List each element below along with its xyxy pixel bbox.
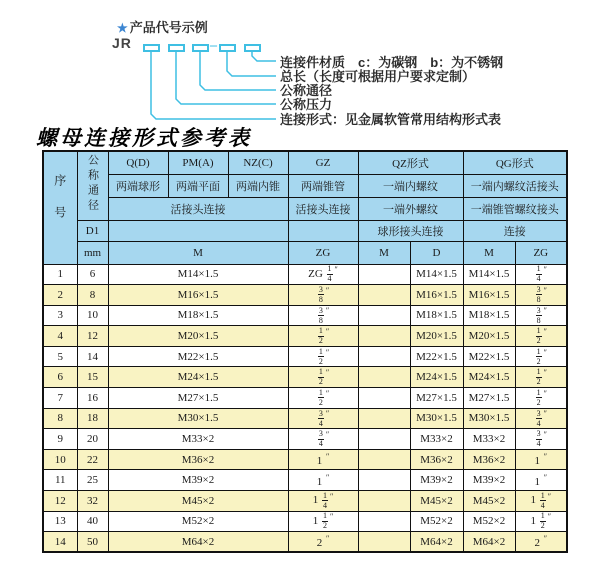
- cell-qg-zg: 1 $\frac{1}{2}$ ″: [515, 511, 567, 532]
- label-length: 总长（长度可根据用户要求定制）: [280, 69, 476, 84]
- code-box-4: [219, 44, 236, 52]
- code-prefix: JR: [112, 35, 132, 51]
- code-box-5: [244, 44, 261, 52]
- header-pm-code: PM(A): [168, 151, 228, 174]
- cell-serial: 13: [43, 511, 77, 532]
- cell-qz-d: M20×1.5: [410, 326, 463, 347]
- cell-qz-d: M27×1.5: [410, 388, 463, 409]
- diagram-heading-text: 产品代号示例: [129, 20, 208, 35]
- table-row: [43, 285, 567, 306]
- cell-qz-d: M45×2: [410, 491, 463, 512]
- header-serial: 序号: [43, 151, 77, 264]
- cell-m: M24×1.5: [108, 367, 288, 388]
- cell-qg-m: M52×2: [463, 511, 515, 532]
- cell-m: M45×2: [108, 491, 288, 512]
- table-body: [43, 264, 567, 552]
- table-row: [43, 470, 567, 491]
- code-box-1: [143, 44, 160, 52]
- cell-qz-m: [358, 285, 410, 306]
- header-q-ends: 两端球形: [108, 174, 168, 197]
- cell-m: M64×2: [108, 532, 288, 553]
- cell-qg-m: M45×2: [463, 491, 515, 512]
- cell-qg-zg: $\frac{1}{2}$ ″: [515, 388, 567, 409]
- cell-qg-zg: $\frac{3}{8}$ ″: [515, 285, 567, 306]
- header-union-gz: 活接头连接: [288, 197, 358, 220]
- cell-qg-zg: $\frac{1}{2}$ ″: [515, 326, 567, 347]
- cell-qg-zg: $\frac{1}{4}$ ″: [515, 264, 567, 285]
- cell-m: M14×1.5: [108, 264, 288, 285]
- cell-qz-d: M30×1.5: [410, 408, 463, 429]
- header-gz-code: GZ: [288, 151, 358, 174]
- cell-dn: 15: [77, 367, 108, 388]
- cell-qg-m: M33×2: [463, 429, 515, 450]
- table-row: [43, 491, 567, 512]
- cell-qz-m: [358, 449, 410, 470]
- cell-serial: 9: [43, 429, 77, 450]
- cell-gz: 1 $\frac{1}{4}$ ″: [288, 491, 358, 512]
- cell-serial: 3: [43, 305, 77, 326]
- table-row: [43, 305, 567, 326]
- table-row: [43, 367, 567, 388]
- table-row: [43, 449, 567, 470]
- code-box-2: [168, 44, 185, 52]
- cell-gz: $\frac{3}{4}$ ″: [288, 408, 358, 429]
- label-diameter: 公称通径: [280, 83, 333, 98]
- header-qg-row4: 连接: [463, 220, 567, 241]
- reference-table: [42, 150, 568, 553]
- cell-qz-m: [358, 346, 410, 367]
- cell-qz-d: M14×1.5: [410, 264, 463, 285]
- cell-qg-m: M24×1.5: [463, 367, 515, 388]
- code-box-3: [192, 44, 209, 52]
- cell-qz-m: [358, 388, 410, 409]
- header-nz-code: NZ(C): [228, 151, 288, 174]
- cell-qg-m: M27×1.5: [463, 388, 515, 409]
- cell-qz-m: [358, 367, 410, 388]
- cell-qg-zg: 1 ″: [515, 470, 567, 491]
- cell-qg-m: M30×1.5: [463, 408, 515, 429]
- cell-dn: 6: [77, 264, 108, 285]
- cell-gz: $\frac{1}{2}$ ″: [288, 346, 358, 367]
- table-row: [43, 511, 567, 532]
- header-mm: mm: [77, 241, 108, 264]
- cell-serial: 2: [43, 285, 77, 306]
- cell-dn: 10: [77, 305, 108, 326]
- cell-dn: 8: [77, 285, 108, 306]
- cell-qz-d: M36×2: [410, 449, 463, 470]
- header-zg-gz: ZG: [288, 241, 358, 264]
- header-pm-ends: 两端平面: [168, 174, 228, 197]
- cell-qz-m: [358, 326, 410, 347]
- table-row: [43, 429, 567, 450]
- table-row: [43, 388, 567, 409]
- cell-m: M18×1.5: [108, 305, 288, 326]
- cell-qg-m: M20×1.5: [463, 326, 515, 347]
- table-header: [43, 151, 567, 264]
- header-gz-ends: 两端锥管: [288, 174, 358, 197]
- label-pressure: 公称压力: [280, 97, 333, 112]
- cell-gz: $\frac{3}{4}$ ″: [288, 429, 358, 450]
- cell-dn: 12: [77, 326, 108, 347]
- header-nz-ends: 两端内锥: [228, 174, 288, 197]
- cell-gz: $\frac{3}{8}$ ″: [288, 285, 358, 306]
- header-qz-row2: 一端内螺纹: [358, 174, 463, 197]
- cell-qz-m: [358, 264, 410, 285]
- header-d1: D1: [77, 220, 108, 241]
- cell-qg-m: M36×2: [463, 449, 515, 470]
- cell-m: M16×1.5: [108, 285, 288, 306]
- cell-qz-d: M64×2: [410, 532, 463, 553]
- header-union-left: 活接头连接: [108, 197, 288, 220]
- table-row: [43, 532, 567, 553]
- header-qg-row2: 一端内螺纹活接头: [463, 174, 567, 197]
- table-row: [43, 264, 567, 285]
- table-row: [43, 346, 567, 367]
- header-qz-row4: 球形接头连接: [358, 220, 463, 241]
- cell-gz: $\frac{1}{2}$ ″: [288, 326, 358, 347]
- cell-serial: 4: [43, 326, 77, 347]
- label-material: 连接件材质 c：为碳钢 b：为不锈钢: [280, 55, 504, 70]
- cell-serial: 14: [43, 532, 77, 553]
- cell-qg-zg: 2 ″: [515, 532, 567, 553]
- cell-serial: 7: [43, 388, 77, 409]
- cell-dn: 16: [77, 388, 108, 409]
- cell-dn: 14: [77, 346, 108, 367]
- header-qz-d: D: [410, 241, 463, 264]
- cell-m: M39×2: [108, 470, 288, 491]
- cell-dn: 18: [77, 408, 108, 429]
- cell-gz: 1 $\frac{1}{2}$ ″: [288, 511, 358, 532]
- cell-serial: 1: [43, 264, 77, 285]
- cell-qz-d: M18×1.5: [410, 305, 463, 326]
- header-qz-code: QZ形式: [358, 151, 463, 174]
- cell-qg-zg: $\frac{3}{4}$ ″: [515, 408, 567, 429]
- cell-qg-zg: $\frac{1}{2}$ ″: [515, 367, 567, 388]
- cell-qg-zg: $\frac{1}{2}$ ″: [515, 346, 567, 367]
- cell-qz-m: [358, 532, 410, 553]
- table-row: [43, 326, 567, 347]
- cell-qg-zg: $\frac{3}{8}$ ″: [515, 305, 567, 326]
- cell-qg-m: M18×1.5: [463, 305, 515, 326]
- header-qg-zg: ZG: [515, 241, 567, 264]
- cell-serial: 8: [43, 408, 77, 429]
- cell-qg-m: M22×1.5: [463, 346, 515, 367]
- label-connection: 连接形式：见金属软管常用结构形式表: [280, 112, 502, 127]
- cell-dn: 22: [77, 449, 108, 470]
- cell-gz: 1 ″: [288, 470, 358, 491]
- cell-qz-m: [358, 491, 410, 512]
- cell-qg-m: M16×1.5: [463, 285, 515, 306]
- table-title: 螺母连接形式参考表: [36, 126, 252, 150]
- cell-qz-m: [358, 470, 410, 491]
- cell-qz-d: M39×2: [410, 470, 463, 491]
- header-qg-m: M: [463, 241, 515, 264]
- cell-m: M27×1.5: [108, 388, 288, 409]
- header-q-code: Q(D): [108, 151, 168, 174]
- cell-m: M33×2: [108, 429, 288, 450]
- header-blank-gz: [288, 220, 358, 241]
- header-m-left: M: [108, 241, 288, 264]
- cell-qg-m: M14×1.5: [463, 264, 515, 285]
- cell-gz: ZG $\frac{1}{4}$ ″: [288, 264, 358, 285]
- cell-qg-zg: 1 ″: [515, 449, 567, 470]
- header-blank-left: [108, 220, 288, 241]
- cell-qg-zg: $\frac{3}{4}$ ″: [515, 429, 567, 450]
- cell-m: M20×1.5: [108, 326, 288, 347]
- cell-gz: 2 ″: [288, 532, 358, 553]
- cell-gz: 1 ″: [288, 449, 358, 470]
- cell-serial: 12: [43, 491, 77, 512]
- cell-gz: $\frac{1}{2}$ ″: [288, 388, 358, 409]
- diagram-heading: [117, 17, 208, 36]
- header-qg-row3: 一端锥管螺纹接头: [463, 197, 567, 220]
- cell-qz-m: [358, 429, 410, 450]
- cell-qz-d: M24×1.5: [410, 367, 463, 388]
- cell-qg-m: M39×2: [463, 470, 515, 491]
- cell-m: M22×1.5: [108, 346, 288, 367]
- cell-serial: 6: [43, 367, 77, 388]
- cell-serial: 10: [43, 449, 77, 470]
- cell-qz-d: M52×2: [410, 511, 463, 532]
- table-row: [43, 408, 567, 429]
- cell-dn: 32: [77, 491, 108, 512]
- cell-dn: 50: [77, 532, 108, 553]
- cell-m: M36×2: [108, 449, 288, 470]
- cell-m: M52×2: [108, 511, 288, 532]
- code-dash: –: [210, 38, 217, 53]
- header-qg-code: QG形式: [463, 151, 567, 174]
- cell-gz: $\frac{3}{8}$ ″: [288, 305, 358, 326]
- cell-serial: 11: [43, 470, 77, 491]
- cell-qg-zg: 1 $\frac{1}{4}$ ″: [515, 491, 567, 512]
- cell-qz-m: [358, 408, 410, 429]
- cell-qz-m: [358, 511, 410, 532]
- star-icon: ★: [117, 21, 128, 35]
- cell-gz: $\frac{1}{2}$ ″: [288, 367, 358, 388]
- cell-dn: 20: [77, 429, 108, 450]
- cell-qz-d: M22×1.5: [410, 346, 463, 367]
- cell-qz-d: M16×1.5: [410, 285, 463, 306]
- header-qz-m: M: [358, 241, 410, 264]
- cell-m: M30×1.5: [108, 408, 288, 429]
- cell-qz-m: [358, 305, 410, 326]
- cell-dn: 25: [77, 470, 108, 491]
- cell-qz-d: M33×2: [410, 429, 463, 450]
- cell-dn: 40: [77, 511, 108, 532]
- header-qz-row3: 一端外螺纹: [358, 197, 463, 220]
- cell-qg-m: M64×2: [463, 532, 515, 553]
- header-diameter: 公称通径: [77, 151, 108, 220]
- cell-serial: 5: [43, 346, 77, 367]
